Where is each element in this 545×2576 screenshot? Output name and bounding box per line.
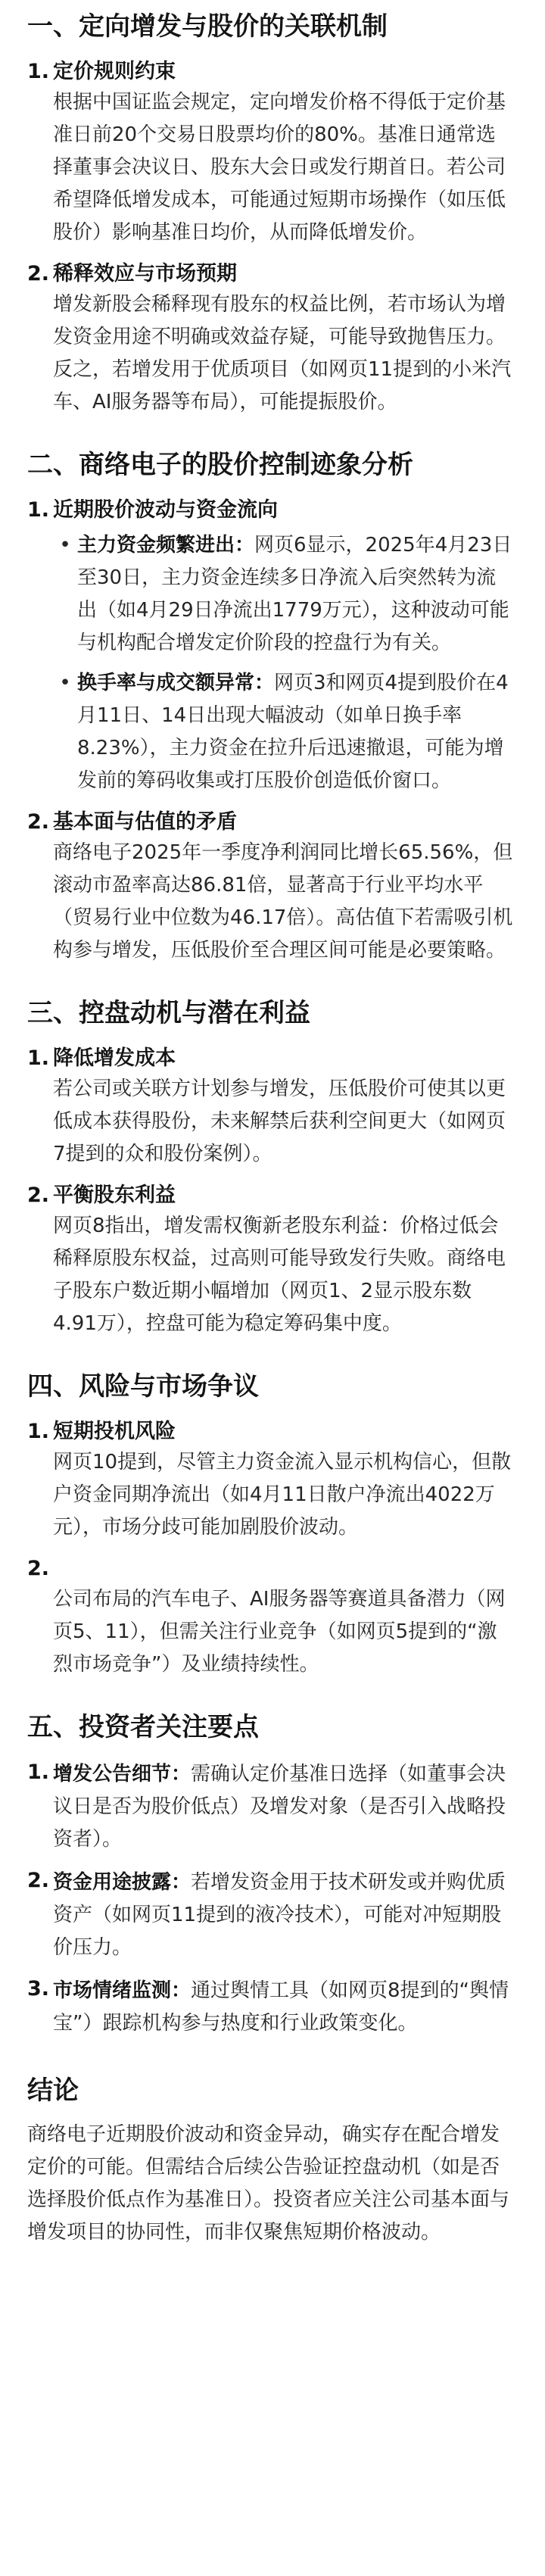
item-text: 若增发资金用于技术研发或并购优质资产（如网页11提到的液冷技术），可能对冲短期股价压力。: [53, 1871, 506, 1959]
item-heading: [27, 808, 515, 837]
item-heading: [27, 1867, 515, 1964]
bullet-list: [27, 529, 515, 797]
bullet-item: [53, 667, 515, 797]
bullet-text: [77, 529, 515, 660]
item-title: 定价规则约束: [53, 60, 176, 83]
item-heading: [27, 1555, 515, 1583]
section-investor-focus: [27, 1710, 515, 2040]
item-number: 1.: [27, 1760, 50, 1784]
item-number: 2.: [27, 1869, 50, 1892]
item-heading: [27, 58, 515, 86]
list-item: [27, 1044, 515, 1171]
bullet-dot-icon: •: [59, 534, 71, 557]
section-heading: 一、定向增发与股价的关联机制: [27, 11, 388, 42]
list-item: [27, 58, 515, 249]
item-number: 1.: [27, 1046, 50, 1070]
conclusion-heading: 结论: [27, 2075, 79, 2106]
item-inline-text: [53, 1758, 515, 1856]
item-text: 网页8指出，增发需权衡新老股东利益：价格过低会稀释原股东权益，过高则可能导致发行失败。商络电子股东户数近期小幅增加（网页1、2显示股东数4.91万），控盘可能为稳定筹码集中度。: [53, 1215, 506, 1335]
bullet-label: 主力资金频繁进出：: [77, 534, 255, 557]
section-control-signs: [27, 448, 515, 967]
list-item: [27, 1417, 515, 1544]
section-heading: 二、商络电子的股价控制迹象分析: [27, 450, 413, 480]
list-item: [27, 496, 515, 797]
item-title: 市场情绪监测：: [53, 1979, 192, 2002]
item-text: 若公司或关联方计划参与增发，压低股价可使其以更低成本获得股份，未来解禁后获利空间更大（如网页7提到的众和股份案例）。: [53, 1077, 506, 1165]
item-heading: [27, 496, 515, 525]
list-item: [27, 1555, 515, 1681]
item-number: 2.: [27, 262, 50, 285]
item-heading: [27, 1417, 515, 1446]
item-title: 基本面与估值的矛盾: [53, 810, 237, 834]
item-text: 增发新股会稀释现有股东的权益比例，若市场认为增发资金用途不明确或效益存疑，可能导致抛售压力。反之，若增发用于优质项目（如网页11提到的小米汽车、AI服务器等布局），可能提振股价。: [53, 293, 512, 413]
conclusion-text: 商络电子近期股价波动和资金异动，确实存在配合增发定价的可能。但需结合后续公告验证控盘动机（如是否选择股价低点作为基准日）。投资者应关注公司基本面与增发项目的协同性，而非仅聚焦短期价格波动。: [27, 2123, 510, 2244]
item-number: 1.: [27, 60, 50, 83]
item-text: 商络电子2025年一季度净利润同比增长65.56%，但滚动市盈率高达86.81倍，显著高于行业平均水平（贸易行业中位数为46.17倍）。高估值下若需吸引机构参与增发，压低股价至合理区间可能是必要策略。: [53, 841, 513, 962]
list-item: [27, 1975, 515, 2040]
bullet-label: 换手率与成交额异常：: [77, 672, 275, 694]
list-item: [27, 1758, 515, 1856]
list-item: [27, 260, 515, 419]
section-risks: [27, 1369, 515, 1681]
item-title: 降低增发成本: [53, 1046, 176, 1070]
section-heading: 三、控盘动机与潜在利益: [27, 998, 310, 1028]
item-text: 网页10提到，尽管主力资金流入显示机构信心，但散户资金同期净流出（如4月11日散户净流出4022万元），市场分歧可能加剧股价波动。: [53, 1451, 512, 1539]
item-title: 短期投机风险: [53, 1420, 176, 1443]
bullet-text: [77, 667, 515, 797]
item-text: 需确认定价基准日选择（如董事会决议日是否为股价低点）及增发对象（是否引入战略投资者）。: [53, 1763, 506, 1851]
item-number: 2.: [27, 810, 50, 834]
item-text: 根据中国证监会规定，定向增发价格不得低于定价基准日前20个交易日股票均价的80%。基准日通常选择董事会决议日、股东大会日或发行期首日。若公司希望降低增发成本，可能通过短期市场操作（如压低股价）影响基准日均价，从而降低增发价。: [53, 91, 506, 244]
bullet-dot-icon: •: [59, 672, 71, 694]
item-number: 2.: [27, 1184, 50, 1207]
item-number: 3.: [27, 1977, 50, 2001]
item-title: 近期股价波动与资金流向: [53, 498, 278, 522]
item-number: 2.: [27, 1557, 50, 1580]
item-number: 1.: [27, 498, 50, 522]
item-inline-text: [53, 1867, 515, 1964]
bullet-body: 网页3和网页4提到股价在4月11日、14日出现大幅波动（如单日换手率8.23%），主力资金在拉升后迅速撤退，可能为增发前的筹码收集或打压股价创造低价窗口。: [77, 672, 509, 792]
item-inline-text: [53, 1975, 515, 2040]
item-number: 1.: [27, 1420, 50, 1443]
item-heading: [27, 1044, 515, 1073]
item-heading: [27, 1975, 515, 2040]
item-title: 增发公告细节：: [53, 1763, 192, 1785]
item-heading: [27, 1758, 515, 1856]
section-heading: 五、投资者关注要点: [27, 1712, 259, 1742]
section-heading: 四、风险与市场争议: [27, 1371, 259, 1402]
item-text: 通过舆情工具（如网页8提到的“舆情宝”）跟踪机构参与热度和行业政策变化。: [53, 1979, 509, 2035]
list-item: [27, 1181, 515, 1340]
list-item: [27, 1867, 515, 1964]
bullet-body: 网页6显示，2025年4月23日至30日，主力资金连续多日净流入后突然转为流出（如4月29日净流出1779万元），这种波动可能与机构配合增发定价阶段的控盘行为有关。: [77, 534, 512, 654]
section-mechanism: [27, 9, 515, 419]
item-heading: [27, 260, 515, 288]
section-conclusion: [27, 2073, 515, 2249]
item-title: 稀释效应与市场预期: [53, 262, 237, 285]
list-item: [27, 808, 515, 967]
item-title: 资金用途披露：: [53, 1871, 192, 1894]
item-heading: [27, 1181, 515, 1210]
item-title: 平衡股东利益: [53, 1184, 176, 1207]
bullet-item: [53, 529, 515, 660]
section-motives: [27, 996, 515, 1340]
item-text: 公司布局的汽车电子、AI服务器等赛道具备潜力（网页5、11），但需关注行业竞争（如网页5提到的“激烈市场竞争”）及业绩持续性。: [53, 1588, 506, 1676]
